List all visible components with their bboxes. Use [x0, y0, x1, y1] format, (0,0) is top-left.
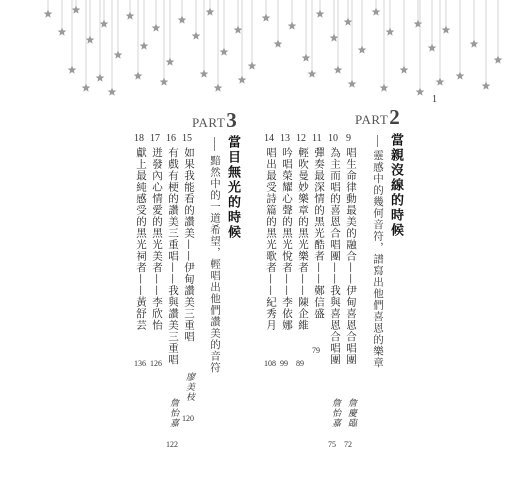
toc-entry-number: 15	[182, 133, 192, 144]
toc-entry-title[interactable]: 唱出最受詩篇的黑光歌者——紀秀月	[265, 147, 277, 331]
toc-entry-number: 16	[166, 133, 176, 144]
star-icon	[220, 48, 229, 56]
star-icon	[344, 18, 353, 26]
star-icon	[178, 16, 187, 24]
toc-entry-author: 詹怡嘉	[330, 398, 340, 428]
star-icon	[386, 28, 395, 36]
star-icon	[308, 70, 317, 78]
star-icon	[44, 10, 53, 18]
star-icon	[428, 44, 437, 52]
toc-entry-page: 79	[312, 346, 320, 355]
page-marker: 1	[432, 94, 437, 105]
star-icon	[274, 40, 283, 48]
toc-entry-page: 72	[344, 440, 352, 449]
star-icon	[358, 46, 367, 54]
star-icon	[288, 22, 297, 30]
part3-label	[192, 108, 237, 133]
toc-entry-author: 廖美枝	[184, 372, 194, 402]
toc-entry-title[interactable]: 唱生命律動最美的融合——伊甸喜恩合唱團	[345, 147, 357, 366]
star-icon	[114, 51, 123, 59]
star-icon	[100, 20, 109, 28]
part2-dash	[377, 135, 378, 147]
toc-entry-number: 9	[346, 133, 351, 144]
star-icon	[456, 72, 465, 80]
toc-entry-page: 75	[328, 440, 336, 449]
toc-entry-author: 詹慶臨	[346, 398, 356, 428]
star-icon	[238, 76, 247, 84]
star-icon	[126, 12, 135, 20]
part3-dash	[214, 137, 215, 151]
star-icon	[68, 66, 77, 74]
toc-entry-page: 122	[166, 440, 178, 449]
star-icon	[262, 14, 271, 22]
star-icon	[206, 8, 215, 16]
part2-subtitle: 靈感中的幾何音符，譜寫出他們喜恩的樂章	[372, 150, 384, 369]
star-icon	[400, 66, 409, 74]
toc-entry-number: 13	[280, 133, 290, 144]
part2-label	[355, 105, 400, 130]
toc-entry-number: 17	[150, 133, 160, 144]
toc-entry-page: 89	[296, 359, 304, 368]
star-icon	[442, 26, 451, 34]
toc-entry-title[interactable]: 彈奏最深情的黑光酷者——鄭信盛	[313, 147, 325, 320]
toc-entry-page: 136	[134, 359, 146, 368]
star-icon	[152, 24, 161, 32]
star-icon	[248, 62, 257, 70]
toc-entry-title[interactable]: 如果我能看的讚美——伊甸讚美三重唱	[183, 147, 195, 343]
toc-entry-title[interactable]: 輕吹曼妙樂章的黑光樂者——陳企維	[297, 147, 309, 331]
part2-number: 2	[389, 105, 401, 129]
star-icon	[86, 36, 95, 44]
star-icon	[234, 26, 243, 34]
hanging-stars-decoration	[0, 0, 520, 120]
star-icon	[348, 80, 357, 88]
star-icon	[494, 56, 503, 64]
star-icon	[416, 88, 425, 96]
star-icon	[200, 70, 209, 78]
toc-entry-page: 108	[264, 359, 276, 368]
star-icon	[214, 84, 223, 92]
part3-title: 當目無光的時候	[225, 135, 240, 240]
toc-entry-author: 詹怡嘉	[168, 398, 178, 428]
toc-entry-number: 14	[264, 133, 274, 144]
star-icon	[58, 28, 67, 36]
part3-word: PART	[192, 115, 226, 130]
star-icon	[372, 8, 381, 16]
toc-entry-number: 11	[312, 133, 322, 144]
part2-word: PART	[355, 112, 389, 127]
toc-entry-page: 120	[182, 414, 194, 423]
star-icon	[436, 78, 445, 86]
toc-entry-title[interactable]: 吟唱榮耀心聲的黑光悅者——李依娜	[281, 147, 293, 331]
star-icon	[334, 66, 343, 74]
star-icon	[134, 72, 143, 80]
star-icon	[82, 84, 91, 92]
star-icon	[192, 32, 201, 40]
part3-number: 3	[226, 108, 238, 132]
star-icon	[96, 74, 105, 82]
star-icon	[380, 84, 389, 92]
toc-entry-title[interactable]: 獻上最純感受的黑光祠者——黃舒芸	[135, 147, 147, 331]
toc-entry-page: 99	[280, 359, 288, 368]
star-icon	[160, 78, 169, 86]
star-icon	[470, 40, 479, 48]
star-icon	[330, 34, 339, 42]
toc-entry-number: 18	[134, 133, 144, 144]
star-icon	[108, 88, 117, 96]
star-icon	[414, 20, 423, 28]
part3-subtitle: 黯然中的一道希望，輕唱出他們讚美的音符	[209, 155, 221, 374]
part2-title: 當親沒線的時候	[388, 133, 403, 238]
toc-entry-number: 10	[328, 133, 338, 144]
toc-entry-title[interactable]: 迸發內心情愛的黑光美者——李欣怡	[151, 147, 163, 331]
star-icon	[316, 10, 325, 18]
star-icon	[302, 54, 311, 62]
star-icon	[482, 82, 491, 90]
toc-entry-title[interactable]: 為主而唱的喜恩合唱團——我與喜恩合唱團	[329, 147, 341, 366]
toc-entry-page: 126	[150, 359, 162, 368]
star-icon	[166, 58, 175, 66]
toc-entry-number: 12	[296, 133, 306, 144]
star-icon	[72, 6, 81, 14]
star-icon	[140, 42, 149, 50]
toc-entry-title[interactable]: 有戲有梗的讚美三重唱——我與讚美三重唱	[167, 147, 179, 366]
